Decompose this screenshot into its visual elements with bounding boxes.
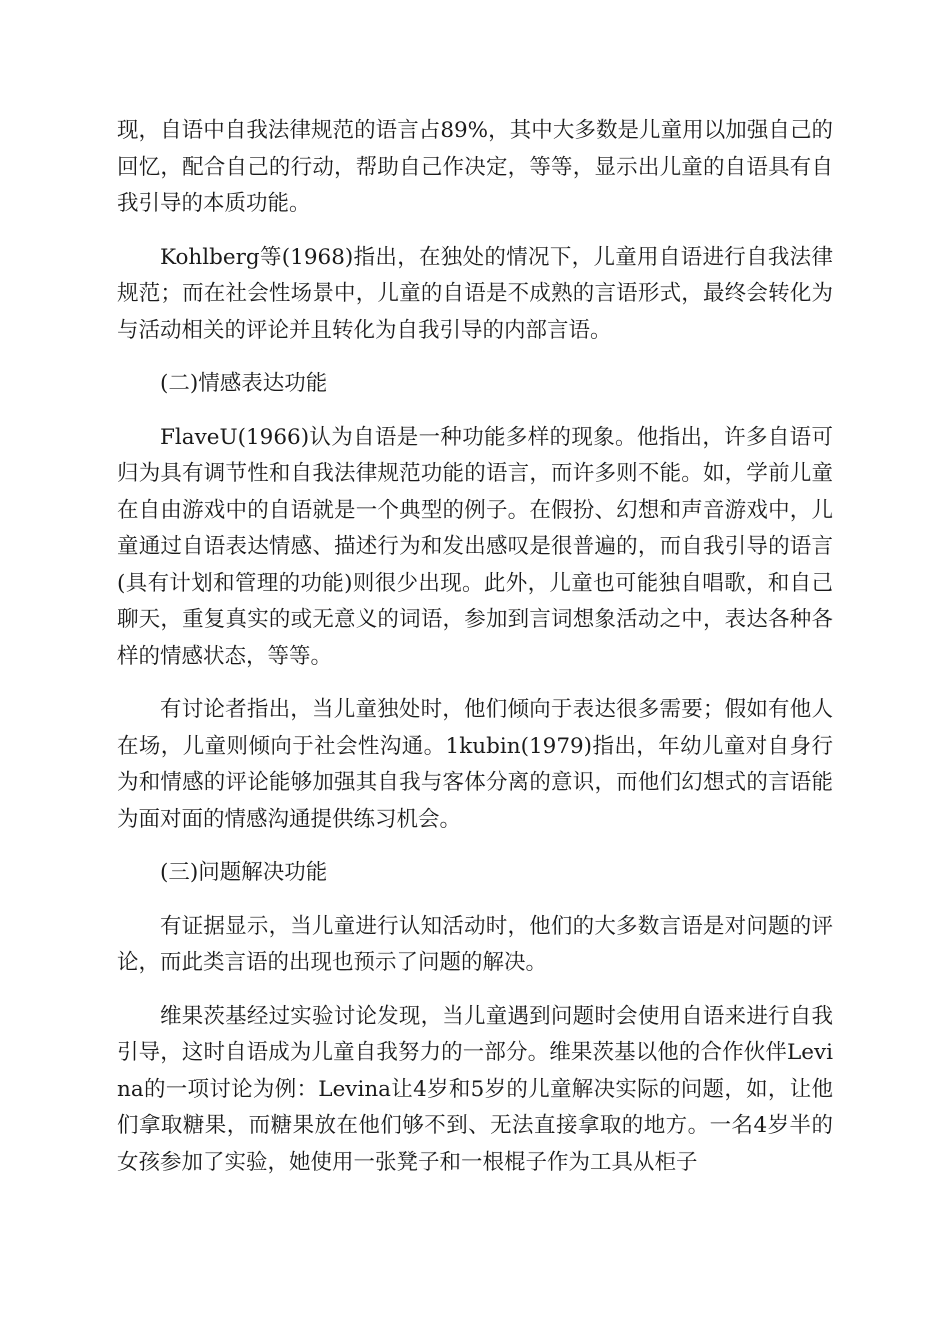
paragraph-kohlberg: Kohlberg等(1968)指出，在独处的情况下，儿童用自语进行自我法律规范；而在社会性场景中，儿童的自语是不成熟的言语形式，最终会转化为与活动相关的评论并且转化为自我引导的内部言语。 — [117, 244, 833, 343]
section-heading-emotional-expression: (二)情感表达功能 — [160, 371, 328, 396]
paragraph-kubin: 有讨论者指出，当儿童独处时，他们倾向于表达很多需要；假如有他人在场，儿童则倾向于社会性沟通。1kubin(1979)指出，年幼儿童对自身行为和情感的评论能够加强其自我与客体分离的意识，而他们幻想式的言语能为面对面的情感沟通提供练习机会。 — [117, 697, 833, 832]
paragraph-vygotsky: 维果茨基经过实验讨论发现，当儿童遇到问题时会使用自语来进行自我引导，这时自语成为儿童自我努力的一部分。维果茨基以他的合作伙伴Levina的一项讨论为例：Levina让4岁和5岁的儿童解决实际的问题，如，让他们拿取糖果，而糖果放在他们够不到、无法直接拿取的地方。一名4岁半的女孩参加了实验，她使用一张凳子和一根棍子作为工具从柜子 — [117, 1003, 833, 1175]
paragraph-flavell: FlaveU(1966)认为自语是一种功能多样的现象。他指出，许多自语可归为具有调节性和自我法律规范功能的语言，而许多则不能。如，学前儿童在自由游戏中的自语就是一个典型的例子。在假扮、幻想和声音游戏中，儿童通过自语表达情感、描述行为和发出感叹是很普遍的，而自我引导的语言(具有计划和管理的功能)则很少出现。此外，儿童也可能独自唱歌，和自己聊天，重复真实的或无意义的词语，参加到言词想象活动之中，表达各种各样的情感状态，等等。 — [117, 424, 833, 669]
document-page — [117, 113, 833, 1198]
paragraph-evidence: 有证据显示，当儿童进行认知活动时，他们的大多数言语是对问题的评论，而此类言语的出现也预示了问题的解决。 — [117, 913, 833, 975]
paragraph-continuation: 现，自语中自我法律规范的语言占89%，其中大多数是儿童用以加强自己的回忆，配合自己的行动，帮助自己作决定，等等，显示出儿童的自语具有自我引导的本质功能。 — [117, 118, 833, 216]
section-heading-problem-solving: (三)问题解决功能 — [160, 860, 328, 885]
